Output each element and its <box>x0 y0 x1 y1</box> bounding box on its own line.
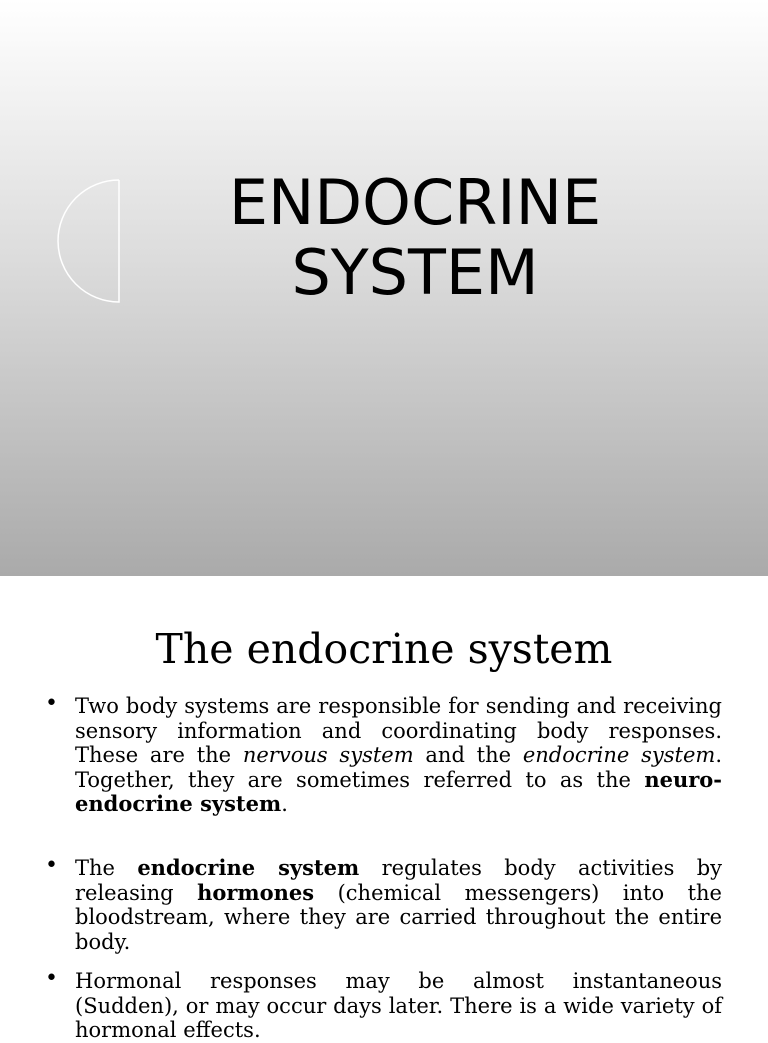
bullet-item-2 <box>45 853 723 954</box>
bullet-italic-text: endocrine system <box>522 743 716 767</box>
bullet-text: . <box>281 792 288 816</box>
bullet-item-3 <box>45 966 722 1043</box>
bullet-bold-text: hormones <box>197 879 315 905</box>
content-slide-title: The endocrine system <box>155 625 613 673</box>
bullet-text: The <box>75 856 138 880</box>
slide-title-line-2: SYSTEM <box>291 236 539 309</box>
content-slide <box>0 576 768 1042</box>
bullet-dot-icon: • <box>45 691 58 716</box>
bullet-text: (chemical messengers) into the bloodstream, where they are carried throughout the entire body. <box>75 880 722 954</box>
bullet-dot-icon: • <box>45 966 58 991</box>
slide-title <box>160 168 670 308</box>
slide-title-line-1: ENDOCRINE <box>228 166 602 239</box>
bullet-item-1 <box>45 691 722 817</box>
bullet-text: . Together, they are sometimes referred to as the <box>75 743 722 792</box>
half-circle-decoration <box>56 178 122 304</box>
bullet-text: Two body systems are responsible for sending and receiving sensory information and coordinating body responses. These are the <box>75 694 722 767</box>
bullet-bold-text: endocrine system <box>137 855 360 880</box>
bullet-text: Hormonal responses may be almost instantaneous (Sudden), or may occur days later. There is a wide variety of hormonal effects. <box>75 969 722 1042</box>
bullet-text: regulates body activities by releasing <box>75 856 723 905</box>
bullet-text: and the <box>413 743 523 767</box>
bullet-bold-text: neuro-endocrine system <box>75 766 722 816</box>
bullet-italic-text: nervous system <box>242 743 414 767</box>
bullet-dot-icon: • <box>45 853 58 878</box>
